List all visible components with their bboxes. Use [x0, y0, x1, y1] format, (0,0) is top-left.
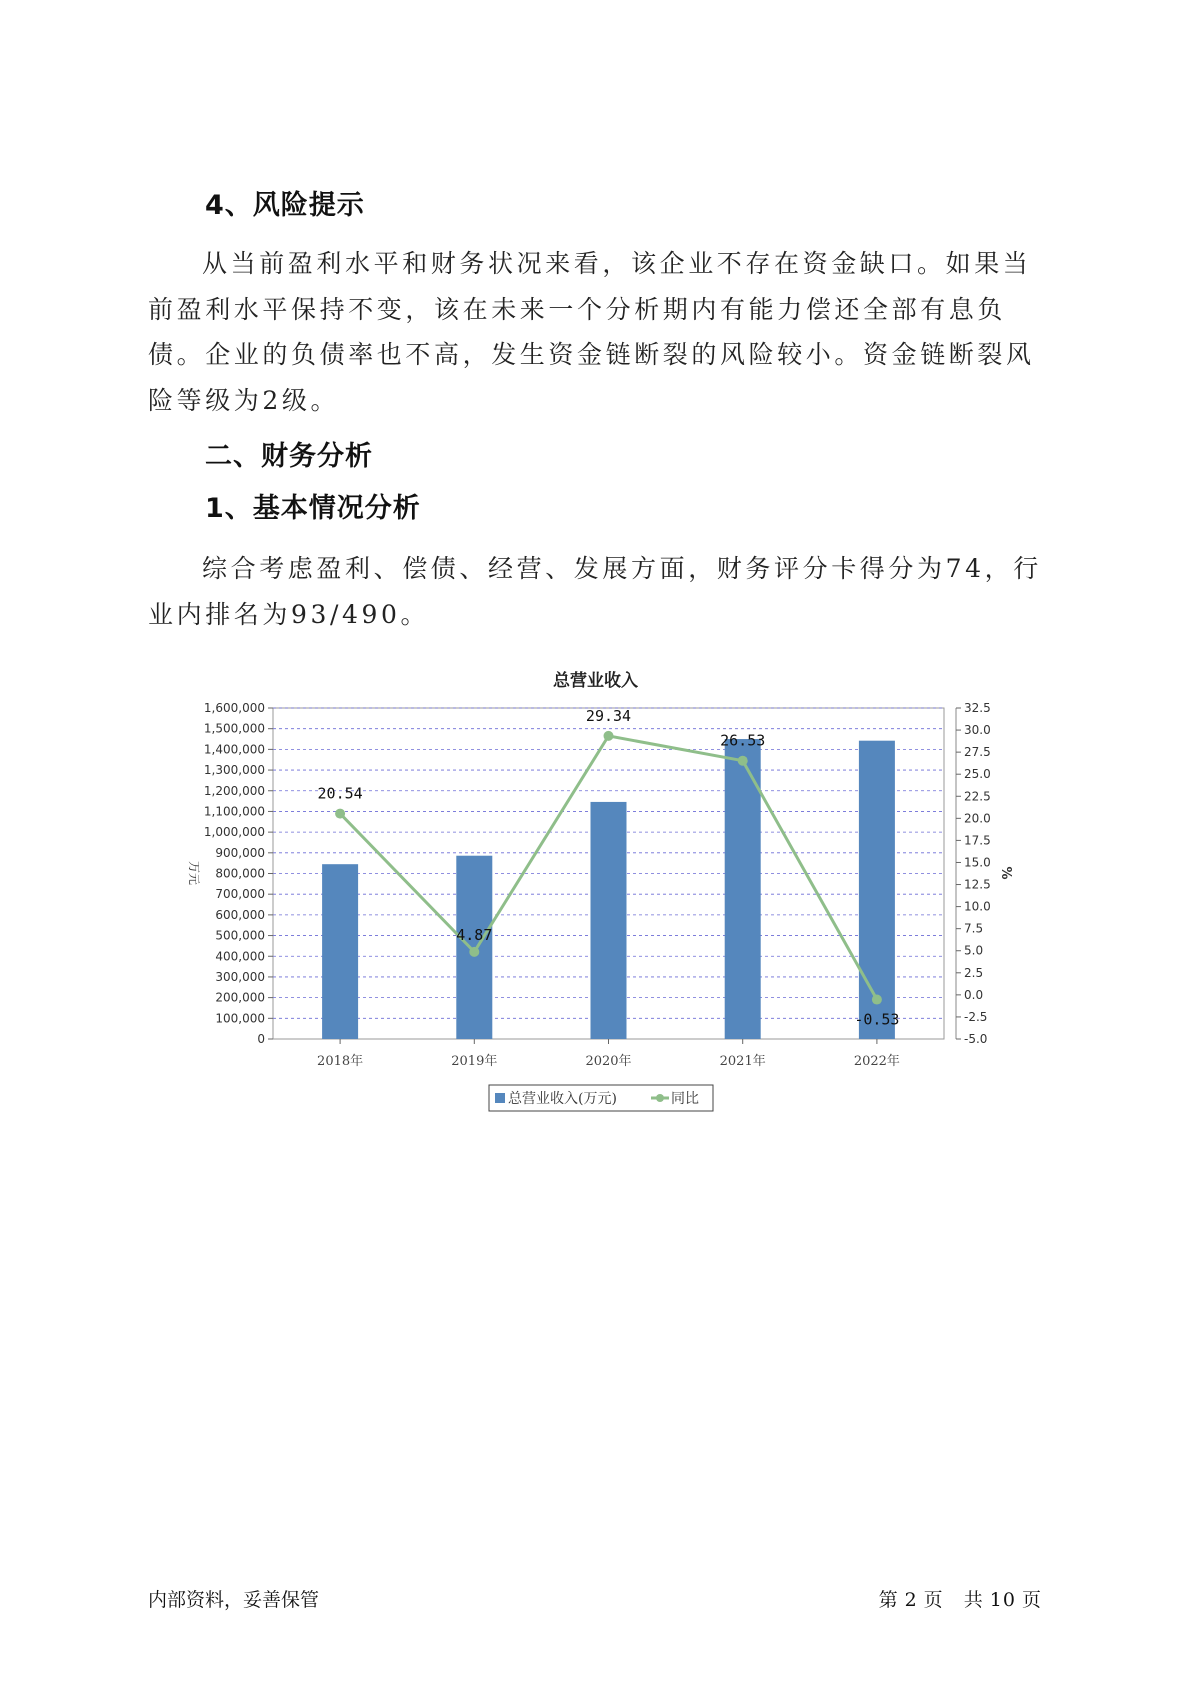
- yoy-point: [738, 756, 748, 766]
- legend-line-label: 同比: [671, 1091, 699, 1107]
- y-tick-label: 1,600,000: [203, 701, 265, 715]
- y-tick-label: 1,500,000: [203, 721, 265, 736]
- revenue-bar: [591, 802, 627, 1039]
- y2-tick-label: 10.0: [964, 899, 991, 914]
- y2-tick-label: 5.0: [964, 943, 984, 958]
- footer-confidential: 内部资料，妥善保管: [148, 1589, 320, 1611]
- yoy-point: [604, 731, 614, 741]
- yoy-point: [872, 995, 882, 1005]
- legend-bar-label: 总营业收入(万元): [508, 1091, 617, 1107]
- yoy-point: [335, 809, 345, 819]
- y-tick-label: 200,000: [215, 990, 265, 1005]
- revenue-bar: [322, 864, 358, 1039]
- y2-tick-label: 22.5: [964, 789, 991, 804]
- page-unit: 页: [923, 1589, 944, 1611]
- x-tick-label: 2020年: [585, 1054, 632, 1069]
- x-tick-label: 2021年: [719, 1054, 766, 1069]
- y2-tick-label: 12.5: [964, 877, 991, 892]
- y-tick-label: 600,000: [215, 907, 265, 922]
- yoy-data-label: 26.53: [720, 731, 766, 750]
- total-unit: 页: [1021, 1589, 1042, 1611]
- y-tick-label: 1,400,000: [203, 742, 265, 757]
- x-tick-label: 2018年: [317, 1054, 364, 1069]
- total-pages: 10: [989, 1589, 1016, 1611]
- y2-tick-label: 25.0: [964, 767, 991, 782]
- y-tick-label: 1,300,000: [203, 763, 265, 778]
- y2-tick-label: 20.0: [964, 811, 991, 826]
- y2-tick-label: 7.5: [964, 921, 984, 936]
- legend-line-marker: [656, 1094, 664, 1102]
- basic-heading: 1、基本情况分析: [205, 493, 421, 524]
- y2-tick-label: 15.0: [964, 855, 991, 870]
- chart-title: 总营业收入: [553, 671, 638, 691]
- basic-paragraph: 综合考虑盈利、偿债、经营、发展方面，财务评分卡得分为74，行业内排名为93/490。: [148, 554, 1042, 629]
- footer-page-info: [876, 1585, 1045, 1612]
- page-prefix: 第: [878, 1589, 899, 1611]
- y2-tick-label: 0.0: [964, 987, 984, 1002]
- y2-tick-label: 17.5: [964, 833, 991, 848]
- yoy-data-label: 4.87: [456, 925, 493, 944]
- revenue-bar: [859, 741, 895, 1039]
- y2-tick-label: -5.0: [964, 1032, 988, 1046]
- y-tick-label: 1,000,000: [203, 825, 265, 840]
- y-tick-label: 1,100,000: [203, 804, 265, 819]
- y-tick-label: 900,000: [215, 845, 265, 860]
- y-axis-label: 万元: [187, 860, 201, 886]
- y2-axis-label: %: [998, 866, 1013, 880]
- yoy-data-label: 20.54: [317, 784, 363, 803]
- y-tick-label: 800,000: [215, 866, 265, 881]
- yoy-data-label: 29.34: [585, 706, 632, 725]
- y-tick-label: 0: [257, 1032, 265, 1046]
- y2-tick-label: 30.0: [964, 723, 991, 738]
- page-number: 2: [904, 1589, 918, 1611]
- y-tick-label: 300,000: [215, 969, 265, 984]
- y2-tick-label: 27.5: [964, 745, 991, 760]
- x-tick-label: 2022年: [853, 1054, 900, 1069]
- y2-tick-label: 2.5: [964, 965, 984, 980]
- y-tick-label: 1,200,000: [203, 783, 265, 798]
- total-prefix: 共: [963, 1589, 984, 1611]
- finance-heading: 二、财务分析: [205, 441, 373, 472]
- yoy-point: [469, 947, 479, 957]
- y2-tick-label: -2.5: [964, 1009, 988, 1024]
- y-tick-label: 400,000: [215, 949, 265, 964]
- y-tick-label: 500,000: [215, 928, 265, 943]
- legend-bar-swatch: [495, 1093, 505, 1103]
- x-tick-label: 2019年: [451, 1054, 498, 1069]
- risk-paragraph: 从当前盈利水平和财务状况来看，该企业不存在资金缺口。如果当前盈利水平保持不变，该在未来一个分析期内有能力偿还全部有息负债。企业的负债率也不高，发生资金链断裂的风险较小。资金链断裂风险等级为2级。: [148, 249, 1035, 415]
- risk-heading: 4、风险提示: [205, 190, 365, 221]
- y2-tick-label: 32.5: [964, 701, 991, 715]
- y-tick-label: 700,000: [215, 887, 265, 902]
- yoy-data-label: -0.53: [854, 1010, 900, 1029]
- y-tick-label: 100,000: [215, 1011, 265, 1026]
